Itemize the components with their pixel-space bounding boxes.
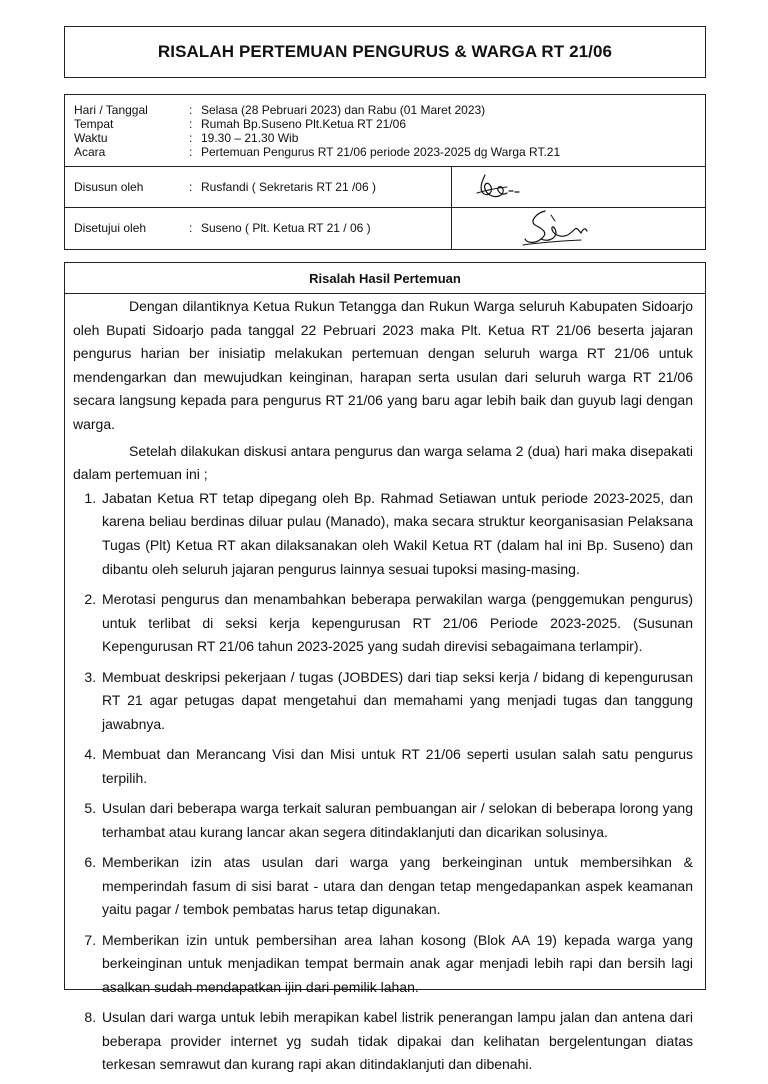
agreement-item: 2. Merotasi pengurus dan menambahkan beberapa perwakilan warga (penggemukan pengurus) untuk terlibat di seksi kerja kepengurusan RT 21/06 Periode 2023-2025. (Susunan Kepengurusan RT 21/06 tahun 2023-2025 yang sudah direvisi sebagaimana terlampir). xyxy=(100,588,693,659)
agreement-item: 8. Usulan dari warga untuk lebih merapikan kabel listrik penerangan lampu jalan dan antena dari beberapa provider internet yg sudah tidak dipakai dan kelihatan bergelentungan diatas terkesan semrawut dan kurang rapi akan ditindaklanjuti dan dibenahi. xyxy=(100,1006,693,1077)
divider-line xyxy=(65,207,705,208)
info-label: Disetujui oleh xyxy=(74,221,147,235)
agreement-item: 6. Memberikan izin atas usulan dari warga yang berkeinginan untuk membersihkan & memperindah fasum di sisi barat - utara dan dengan tetap mengedapankan aspek keamanan yaitu pagar / tembok pembatas harus tetap digunakan. xyxy=(100,851,693,922)
info-row-disusun xyxy=(74,181,376,193)
info-label: Hari / Tanggal xyxy=(74,103,148,117)
document-title: RISALAH PERTEMUAN PENGURUS & WARGA RT 21/06 xyxy=(157,42,613,61)
risalah-content xyxy=(73,295,693,1084)
agreement-item: 4. Membuat dan Merancang Visi dan Misi untuk RT 21/06 seperti usulan salah satu pengurus terpilih. xyxy=(100,743,693,790)
info-value: Selasa (28 Pebruari 2023) dan Rabu (01 Maret 2023) xyxy=(201,103,486,117)
info-label: Acara xyxy=(74,145,106,159)
info-value: Rumah Bp.Suseno Plt.Ketua RT 21/06 xyxy=(201,117,407,131)
info-value: 19.30 – 21.30 Wib xyxy=(201,131,299,145)
agreement-item: 5. Usulan dari beberapa warga terkait saluran pembuangan air / selokan di beberapa lorong yang terhambat atau kurang lancar akan segera ditindaklanjuti dan dicarikan solusinya. xyxy=(100,797,693,844)
info-row-hari-tanggal xyxy=(74,104,485,116)
info-colon: : xyxy=(189,131,193,145)
info-value: Rusfandi ( Sekretaris RT 21 /06 ) xyxy=(201,180,376,194)
signature-ketua-icon xyxy=(519,207,597,251)
title-box xyxy=(64,26,706,78)
info-colon: : xyxy=(189,180,193,194)
info-label: Tempat xyxy=(74,117,114,131)
info-label: Disusun oleh xyxy=(74,180,144,194)
signature-column-divider xyxy=(451,166,452,250)
info-row-acara xyxy=(74,146,560,158)
risalah-heading: Risalah Hasil Pertemuan xyxy=(309,270,461,286)
info-value: Pertemuan Pengurus RT 21/06 periode 2023-2025 dg Warga RT.21 xyxy=(201,145,561,159)
info-colon: : xyxy=(189,103,193,117)
risalah-box xyxy=(64,262,706,1073)
info-row-disetujui xyxy=(74,222,371,234)
divider-line xyxy=(65,293,705,294)
paragraph-agreement: Setelah dilakukan diskusi antara pengurus dan warga selama 2 (dua) hari maka disepakati dalam pertemuan ini ; xyxy=(73,442,693,483)
divider-line xyxy=(65,166,705,167)
info-row-tempat xyxy=(74,118,406,130)
info-colon: : xyxy=(189,145,193,159)
paragraph-intro: Dengan dilantiknya Ketua Rukun Tetangga dan Rukun Warga seluruh Kabupaten Sidoarjo oleh Bupati Sidoarjo pada tanggal 22 Pebruari 2023 maka Plt. Ketua RT 21/06 beserta jajaran pengurus harian ber inisiatip melakukan pertemuan dengan seluruh warga RT 21/06 untuk mendengarkan dan mewujudkan keinginan, harapan serta usulan dari seluruh warga RT 21/06 secara langsung kepada para pengurus RT 21/06 yang baru agar lebih baik dan guyub lagi dengan warga. xyxy=(73,298,693,432)
info-colon: : xyxy=(189,221,193,235)
info-label: Waktu xyxy=(74,131,108,145)
signature-sekretaris-icon xyxy=(473,171,533,205)
info-colon: : xyxy=(189,117,193,131)
info-value: Suseno ( Plt. Ketua RT 21 / 06 ) xyxy=(201,221,371,235)
agreement-item: 3. Membuat deskripsi pekerjaan / tugas (JOBDES) dari tiap seksi kerja / bidang di kepengurusan RT 21 agar petugas dapat mengetahui dan memahami yang menjadi tugas dan tanggung jawabnya. xyxy=(100,666,693,737)
info-row-waktu xyxy=(74,132,298,144)
agreement-list xyxy=(73,487,693,1077)
agreement-item: 1. Jabatan Ketua RT tetap dipegang oleh Bp. Rahmad Setiawan untuk periode 2023-2025, dan karena beliau berdinas diluar pulau (Manado), maka secara struktur keorganisasian Pelaksana Tugas (Plt) Ketua RT akan dilaksanakan oleh Wakil Ketua RT (dalam hal ini Bp. Suseno) dan dibantu oleh seluruh jajaran pengurus lainnya sesuai tupoksi masing-masing. xyxy=(100,487,693,581)
meeting-info-box xyxy=(64,94,706,250)
agreement-item: 7. Memberikan izin untuk pembersihan area lahan kosong (Blok AA 19) kepada warga yang berkeinginan untuk menjadikan tempat bermain anak agar menjadi lebih rapi dan bersih lagi asalkan sudah mendapatkan ijin dari pemilik lahan. xyxy=(100,929,693,1000)
